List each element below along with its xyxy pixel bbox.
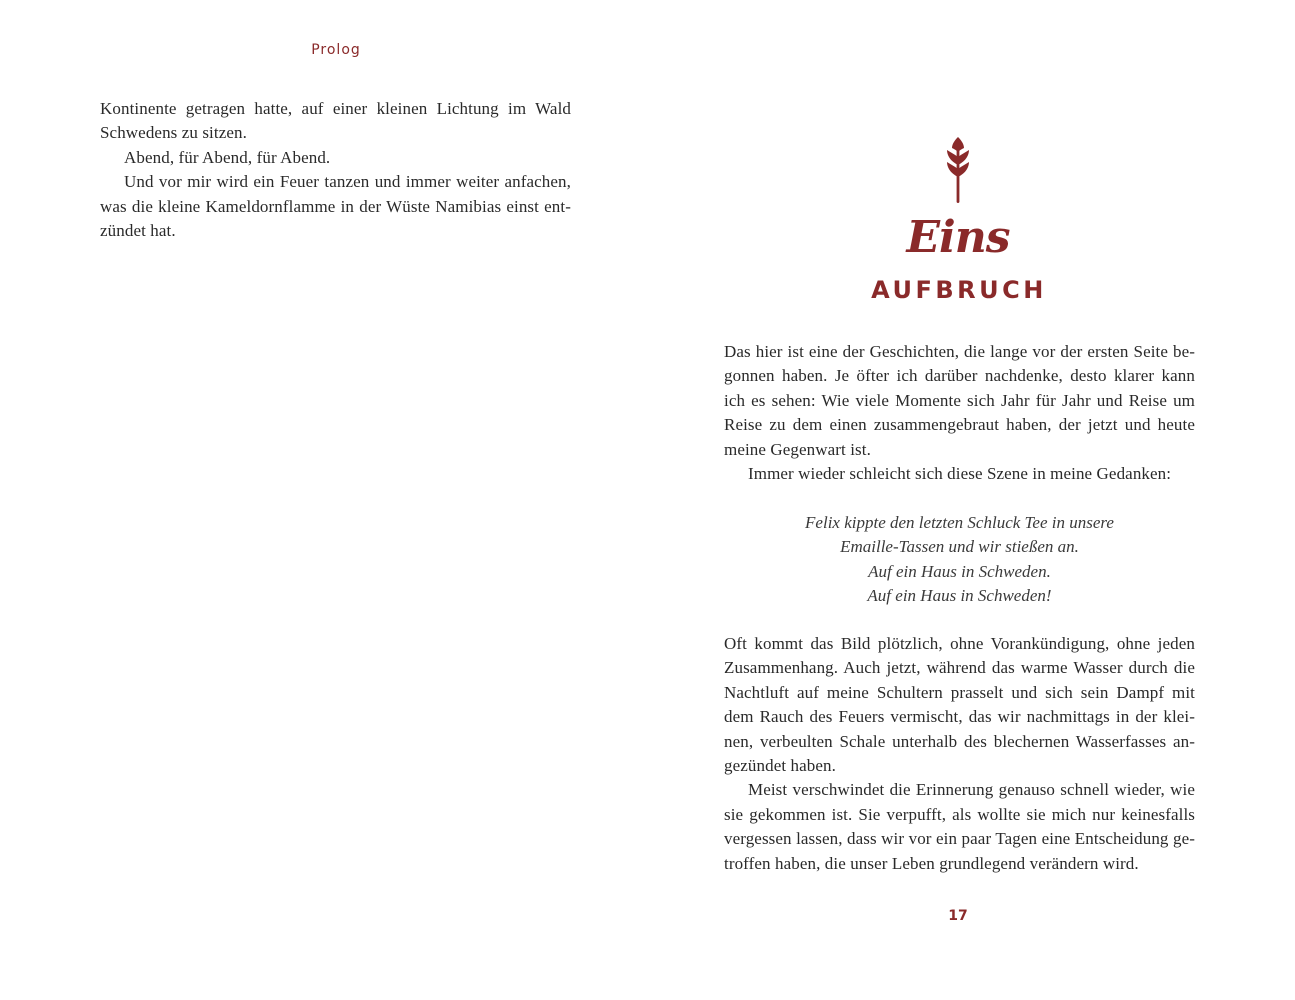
left-page-text	[100, 97, 571, 243]
text-line: sie gekommen ist. Sie verpufft, als wollte sie mich nur keinesfalls	[724, 804, 1195, 824]
quote-block	[724, 511, 1195, 609]
quote-line: Felix kippte den letzten Schluck Tee in unsere	[805, 513, 1114, 532]
text-line: Abend, für Abend, für Abend.	[124, 147, 331, 167]
text-line: Und vor mir wird ein Feuer tanzen und immer weiter anfachen,	[124, 172, 571, 192]
text-line: ich es sehen: Wie viele Momente sich Jahr für Jahr und Reise um	[724, 390, 1195, 410]
text-line: nen, verbeulten Schale unterhalb des blechernen Wasserfasses an-	[724, 731, 1195, 751]
text-line: vergessen lassen, dass wir vor ein paar Tagen eine Entscheidung ge-	[724, 829, 1195, 849]
chapter-number: Eins	[906, 212, 1010, 263]
quote-line: Auf ein Haus in Schweden!	[867, 586, 1052, 606]
text-line: Schwedens zu sitzen.	[100, 123, 247, 143]
tulip-sprig-icon	[938, 135, 978, 205]
text-line: gonnen haben. Je öfter ich darüber nachdenke, desto klarer kann	[724, 366, 1195, 386]
text-line: Immer wieder schleicht sich diese Szene in meine Gedanken:	[748, 464, 1172, 484]
text-line: Nachtluft auf meine Schultern prasselt und sich sein Dampf mit	[724, 682, 1195, 702]
right-page	[648, 0, 1295, 1000]
text-line: meine Gegenwart ist.	[724, 439, 871, 459]
chapter-title: AUFBRUCH	[871, 276, 1047, 304]
page-number: 17	[948, 908, 968, 924]
chapter-paragraph-2	[724, 632, 1195, 876]
text-line: Zusammenhang. Auch jetzt, während das warme Wasser durch die	[724, 658, 1195, 678]
text-line: dem Rauch des Feuers vermischt, das wir nachmittags in der klei-	[724, 707, 1195, 727]
text-line: gezündet haben.	[724, 756, 836, 776]
left-page	[0, 0, 647, 1000]
quote-line: Auf ein Haus in Schweden.	[868, 561, 1051, 581]
text-line: was die kleine Kameldornflamme in der Wüste Namibias einst ent-	[100, 196, 571, 216]
text-line: Oft kommt das Bild plötzlich, ohne Vorankündigung, ohne jeden	[724, 634, 1195, 653]
text-line: zündet hat.	[100, 221, 176, 241]
text-line: Kontinente getragen hatte, auf einer kleinen Lichtung im Wald	[100, 99, 571, 118]
text-line: Reise zu dem einen zusammengebraut haben, der jetzt und heute	[724, 415, 1195, 435]
text-line: troffen haben, die unser Leben grundlegend verändern wird.	[724, 853, 1139, 873]
quote-line: Emaille-Tassen und wir stießen an.	[840, 537, 1079, 557]
chapter-paragraph-1	[724, 340, 1195, 486]
text-line: Das hier ist eine der Geschichten, die lange vor der ersten Seite be-	[724, 342, 1195, 361]
text-line: Meist verschwindet die Erinnerung genauso schnell wieder, wie	[748, 780, 1195, 800]
running-head: Prolog	[311, 42, 361, 58]
